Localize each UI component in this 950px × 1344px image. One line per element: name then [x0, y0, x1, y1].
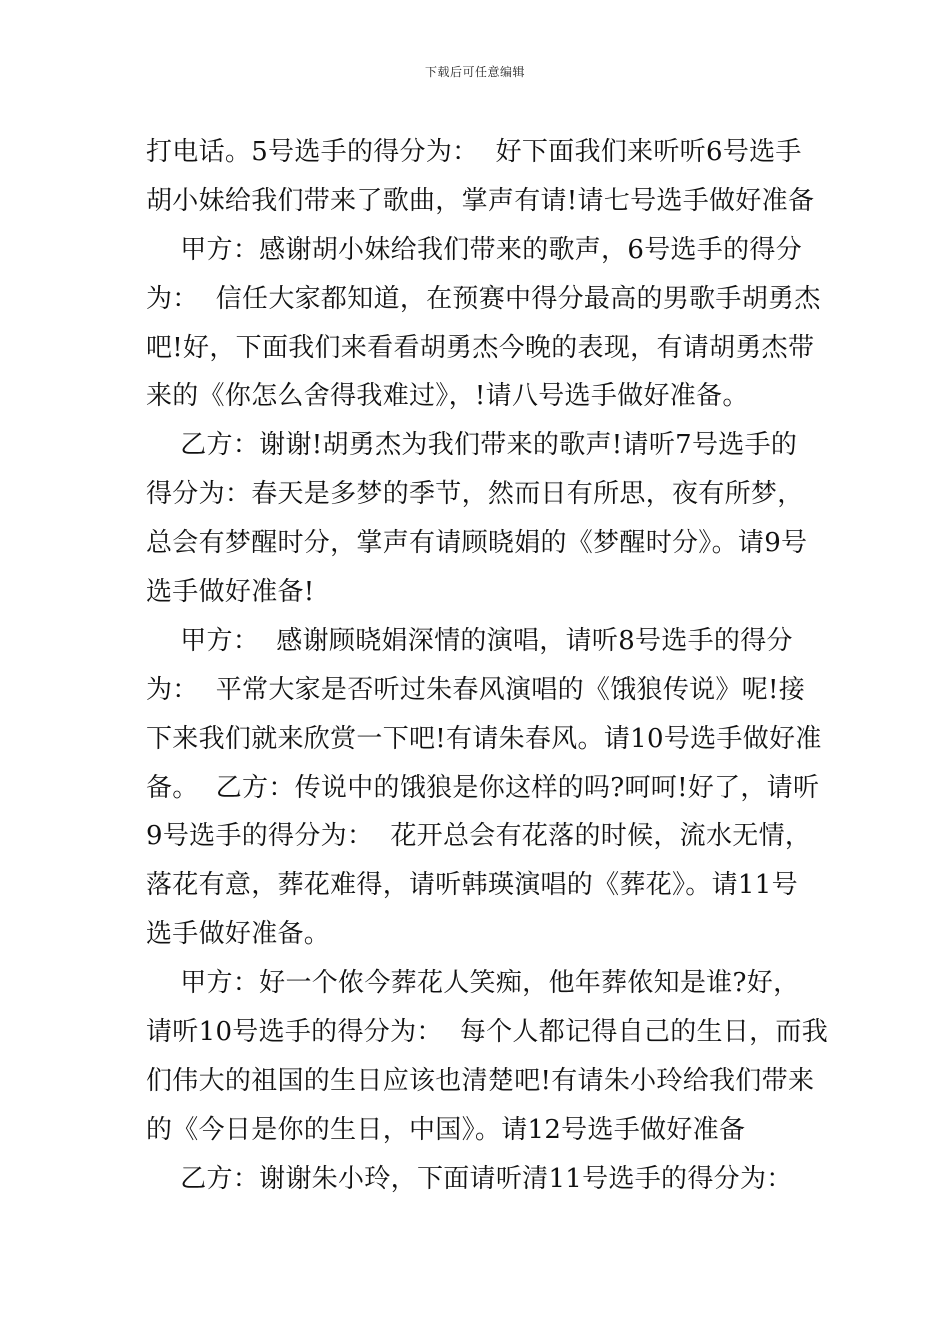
- page-header: 下载后可任意编辑: [424, 65, 525, 79]
- text-line: 落花有意，葬花难得，请听韩瑛演唱的《葬花》。请11号: [146, 870, 798, 901]
- text-line: 乙方：谢谢!胡勇杰为我们带来的歌声!请听7号选手的: [146, 430, 798, 461]
- text-line: 来的《你怎么舍得我难过》，!请八号选手做好准备。: [146, 381, 749, 412]
- text-line: 们伟大的祖国的生日应该也清楚吧!有请朱小玲给我们带来: [146, 1065, 815, 1096]
- text-line: 胡小妹给我们带来了歌曲，掌声有请!请七号选手做好准备: [146, 185, 815, 216]
- text-line: 选手做好准备!: [146, 577, 315, 608]
- text-line: 为： 信任大家都知道，在预赛中得分最高的男歌手胡勇杰: [146, 283, 821, 314]
- text-line: 选手做好准备。: [146, 919, 331, 950]
- text-line: 为： 平常大家是否听过朱春风演唱的《饿狼传说》呢!接: [146, 674, 806, 705]
- text-line: 下来我们就来欣赏一下吧!有请朱春风。请10号选手做好准: [146, 723, 822, 754]
- text-line: 甲方： 感谢顾晓娟深情的演唱，请听8号选手的得分: [146, 625, 793, 656]
- text-line: 备。 乙方：传说中的饿狼是你这样的吗?呵呵!好了，请听: [146, 772, 820, 803]
- text-line: 吧!好，下面我们来看看胡勇杰今晚的表现，有请胡勇杰带: [146, 332, 815, 363]
- text-line: 请听10号选手的得分为： 每个人都记得自己的生日，而我: [146, 1017, 829, 1048]
- text-line: 甲方：感谢胡小妹给我们带来的歌声，6号选手的得分: [146, 234, 803, 265]
- document-body: [146, 128, 829, 1204]
- text-line: 总会有梦醒时分，掌声有请顾晓娟的《梦醒时分》。请9号: [146, 528, 808, 559]
- text-line: 的《今日是你的生日，中国》。请12号选手做好准备: [146, 1114, 746, 1145]
- text-line: 9号选手的得分为： 花开总会有花落的时候，流水无情，: [146, 821, 812, 852]
- text-line: 甲方：好一个侬今葬花人笑痴，他年葬侬知是谁?好，: [146, 968, 800, 999]
- text-line: 乙方：谢谢朱小玲，下面请听清11号选手的得分为：: [146, 1163, 793, 1194]
- text-line: 打电话。5号选手的得分为： 好下面我们来听听6号选手: [146, 137, 802, 167]
- text-line: 得分为：春天是多梦的季节，然而日有所思，夜有所梦，: [146, 479, 804, 510]
